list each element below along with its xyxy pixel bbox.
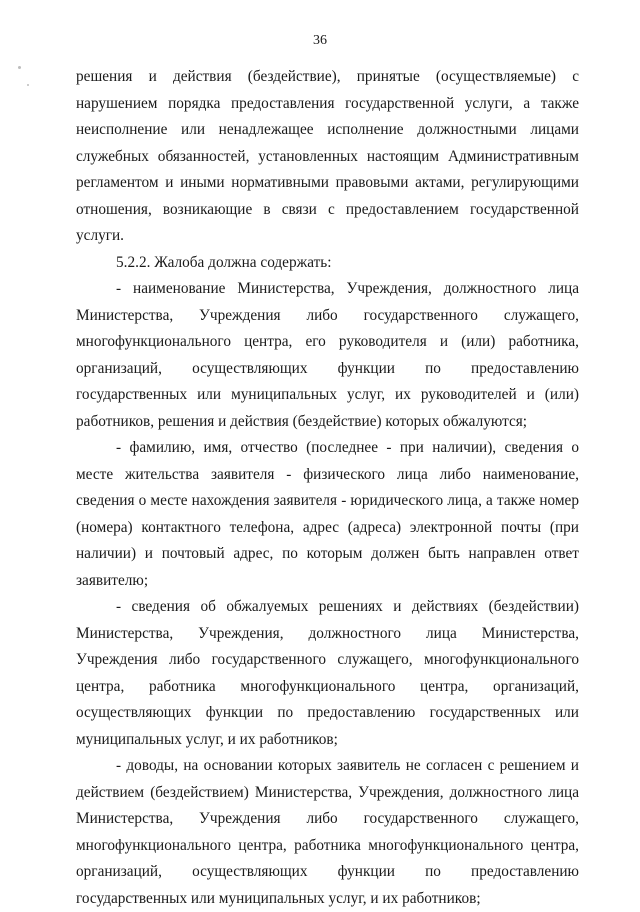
list-item-appealed-decisions: - сведения об обжалуемых решениях и действиях (бездействии) Министерства, Учреждения, должностного лица Министерства, Учреждения либо государственного служащего, многофункционального центра, работника многофункционального центра, организаций, осуществляющих функции по предоставлению государственных или муниципальных услуг, и их работников; [76, 598, 579, 748]
list-item-arguments: - доводы, на основании которых заявитель не согласен с решением и действием (бездействием) Министерства, Учреждения, должностного лица Министерства, Учреждения либо государственного служащего, многофункционального центра, работника многофункционального центра, организаций, осуществляющих функции по предоставлению государственных или муниципальных услуг, и их работников; [76, 757, 579, 907]
scan-speck [27, 84, 29, 86]
scan-speck [18, 66, 21, 69]
page-number: 36 [313, 33, 327, 48]
section-heading-5-2-2: 5.2.2. Жалоба должна содержать: [116, 253, 332, 271]
paragraph-continuation: решения и действия (бездействие), принятые (осуществляемые) с нарушением порядка предоставления государственной услуги, а также неисполнение или ненадлежащее исполнение должностными лицами служебных обязанностей, установленных настоящим Административным регламентом и иными нормативными правовыми актами, регулирующими отношения, возникающие в связи с предоставлением государственной услуги. [76, 68, 579, 244]
document-body [76, 64, 579, 912]
list-item-name: - наименование Министерства, Учреждения, должностного лица Министерства, Учреждения либо государственного служащего, многофункционального центра, его руководителя и (или) работника, организаций, осуществляющих функции по предоставлению государственных или муниципальных услуг, их руководителей и (или) работников, решения и действия (бездействие) которых обжалуются; [76, 280, 579, 430]
list-item-applicant-details: - фамилию, имя, отчество (последнее - при наличии), сведения о месте жительства заявителя - физического лица либо наименование, сведения о месте нахождения заявителя - юридического лица, а также номер (номера) контактного телефона, адрес (адреса) электронной почты (при наличии) и почтовый адрес, по которым должен быть направлен ответ заявителю; [76, 439, 579, 589]
